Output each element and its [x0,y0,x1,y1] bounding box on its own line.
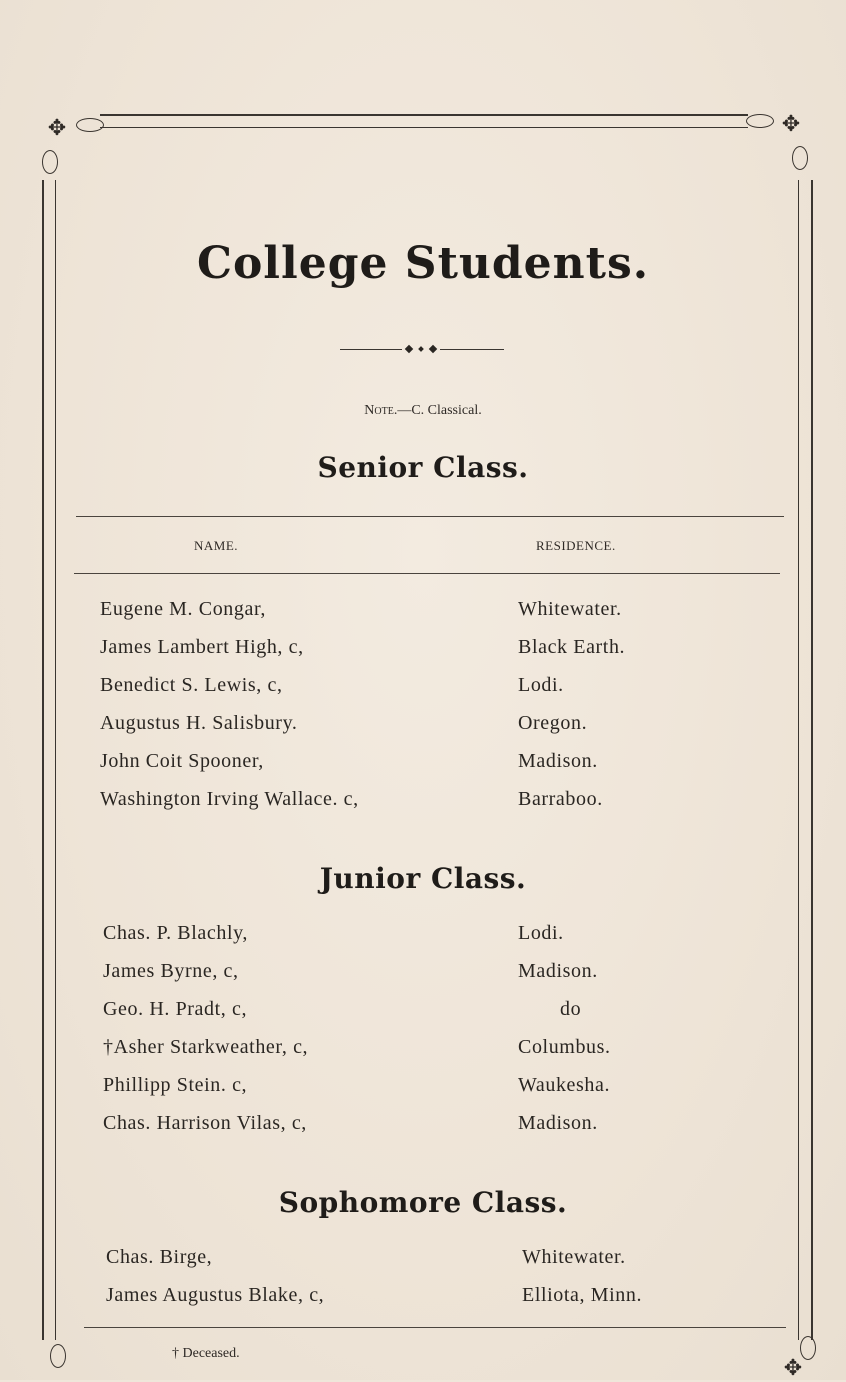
student-row [106,1246,760,1274]
page-title: College Students. [196,238,650,289]
student-row [100,788,760,816]
student-residence: Waukesha. [518,1074,611,1096]
student-residence: Black Earth. [518,636,626,658]
student-row [100,674,760,702]
scroll-ornament-icon [746,114,774,128]
note-prefix: Note. [364,403,398,418]
student-residence: Lodi. [518,922,564,944]
student-residence: Barraboo. [518,788,603,810]
student-name: Chas. P. Blachly, [103,922,249,944]
student-name: Chas. Harrison Vilas, c, [103,1112,307,1134]
student-name: †Asher Starkweather, c, [103,1036,309,1058]
student-residence: Columbus. [518,1036,611,1058]
student-residence: Madison. [518,1112,598,1134]
student-residence: do [560,998,582,1020]
note-text: —C. Classical. [397,403,482,418]
scroll-ornament-icon [76,118,104,132]
student-row [103,1112,760,1140]
frame-left-outer [42,180,44,1340]
student-name: Eugene M. Congar, [100,598,267,620]
corner-ornament-icon: ✥ [47,116,67,141]
header-rule-top [76,516,784,517]
frame-left-inner [55,180,56,1340]
student-row [100,636,760,664]
student-row [103,998,760,1026]
student-residence: Elliota, Minn. [522,1284,643,1306]
student-residence: Whitewater. [522,1246,626,1268]
student-name: James Augustus Blake, c, [106,1284,325,1306]
classical-note [0,403,846,419]
scroll-ornament-icon [42,150,58,174]
frame-right-inner [798,180,799,1340]
student-name: Chas. Birge, [106,1246,213,1268]
student-row [100,598,760,626]
frame-top-outer [100,114,748,116]
deceased-footnote: † Deceased. [172,1346,240,1361]
frame-right-outer [811,180,813,1340]
scroll-ornament-icon [800,1336,816,1360]
student-name: James Lambert High, c, [100,636,304,658]
student-row [100,750,760,778]
student-residence: Madison. [518,750,598,772]
scroll-ornament-icon [50,1344,66,1368]
corner-ornament-icon: ✥ [783,1356,803,1381]
header-rule-bottom [74,573,780,574]
student-row [103,1074,760,1102]
student-row [106,1284,760,1312]
student-name: Washington Irving Wallace. c, [100,788,359,810]
section-title-senior: Senior Class. [317,451,529,484]
section-title-junior: Junior Class. [319,862,527,895]
student-row [103,1036,760,1064]
section-title-sophomore: Sophomore Class. [278,1186,568,1219]
student-residence: Madison. [518,960,598,982]
frame-top-inner [100,127,748,128]
student-residence: Lodi. [518,674,564,696]
student-row [100,712,760,740]
student-residence: Whitewater. [518,598,622,620]
footer-rule [84,1327,786,1328]
student-residence: Oregon. [518,712,588,734]
column-header-name: NAME. [194,538,239,553]
student-name: Benedict S. Lewis, c, [100,674,283,696]
scroll-ornament-icon [792,146,808,170]
student-name: Geo. H. Pradt, c, [103,998,248,1020]
student-name: John Coit Spooner, [100,750,264,772]
student-name: Phillipp Stein. c, [103,1074,248,1096]
column-header-residence: RESIDENCE. [536,538,616,553]
student-row [103,922,760,950]
corner-ornament-icon: ✥ [781,112,801,137]
student-name: James Byrne, c, [103,960,239,982]
title-ornament [340,348,504,352]
student-name: Augustus H. Salisbury. [100,712,298,734]
student-row [103,960,760,988]
